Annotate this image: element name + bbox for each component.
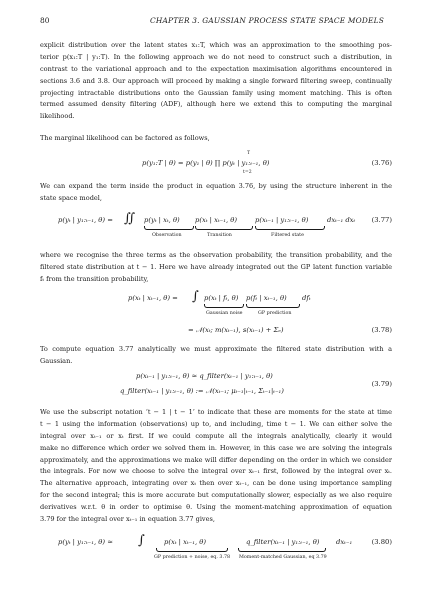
page-number: 80: [40, 16, 50, 25]
text-line: We use the subscript notation ‘t − 1 | t − 1’ to indicate that these are moments for the state at time: [40, 408, 392, 416]
eq-line-2: q_filter(xₜ₋₁ | y₁:ₜ₋₁, θ) := 𝒩(xₜ₋₁; μₜ₋₁|ₜ₋₁, Σₜ₋₁|ₜ₋₁): [120, 387, 284, 395]
underbrace: [156, 548, 228, 552]
text-line: filtered state distribution at t − 1. Here we have already integrated out the GP latent function variable: [40, 262, 392, 271]
text-line: The marginal likelihood can be factored as follows,: [40, 134, 210, 142]
eq-line-2: = 𝒩(xₜ; m(xₜ₋₁), s(xₜ₋₁) + Σₑ): [188, 326, 284, 334]
equation-number: (3.80): [371, 538, 392, 546]
underbrace: [204, 304, 244, 308]
text-line: fₜ from the transition probability,: [40, 274, 149, 283]
equation-number: (3.77): [371, 216, 392, 224]
eq-lhs: p(yₜ | y₁:ₜ₋₁, θ) =: [58, 216, 113, 224]
paragraph-expand-term: [40, 181, 392, 205]
text-line: the integrals. For now we choose to solve the integral over xₜ₋₁ first, followed by the integral over xₜ.: [40, 467, 392, 476]
underbrace: [195, 226, 253, 230]
eq-term-filtered: p(xₜ₋₁ | y₁:ₜ₋₁, θ): [255, 216, 309, 224]
text-line: To compute equation 3.77 analytically we must approximate the filtered state distribution with a: [40, 345, 392, 353]
text-line: termed assumed density filtering (ADF), although here we extend this to computing the marginal: [40, 100, 392, 109]
text-line: terior p(x₁:T | y₁:T). In the following approach we do not need to construct such a distribution, in: [40, 52, 392, 61]
equation-3-76: [40, 150, 392, 176]
text-line: state space model,: [40, 193, 102, 202]
product-upper-limit: T: [247, 151, 251, 156]
paragraph-compute-analytically: [40, 344, 392, 368]
label-transition: Transition: [207, 233, 232, 238]
text-line: We can expand the term inside the product in equation 3.76, by using the structure inherent in the: [40, 182, 392, 190]
text-line: derivatives w.r.t. θ in order to optimise θ. Using the moment-matching approximation of equation: [40, 503, 392, 512]
paragraph-subscript-notation: [40, 407, 392, 526]
eq-line-1: p(xₜ₋₁ | y₁:ₜ₋₁, θ) ≈ q_filter(xₜ₋₁ | y₁:ₜ₋₁, θ): [136, 372, 273, 380]
eq-differentials: dxₜ₋₁ dxₜ: [327, 216, 356, 224]
label-gp-prediction-noise: GP prediction + noise, eq. 3.78: [154, 555, 231, 560]
equation-number: (3.76): [371, 159, 392, 167]
eq-term-transition: p(xₜ | xₜ₋₁, θ): [164, 538, 207, 546]
chapter-title: CHAPTER 3. GAUSSIAN PROCESS STATE SPACE MODELS: [150, 16, 384, 25]
text-line: where we recognise the three terms as the observation probability, the transition probability, and the: [40, 251, 392, 259]
text-line: The alternative approach, integrating over xₜ then over xₜ₋₁, can be done using importance sampling: [40, 479, 392, 488]
integral-symbol: ∫: [138, 533, 145, 548]
text-line: 3.79 for the integral over xₜ₋₁ in equation 3.77 gives,: [40, 515, 215, 524]
double-integral-symbol: ∬: [124, 211, 136, 226]
text-line: make no difference which order we solved them in. However, in this case we are solving the integrals: [40, 443, 392, 452]
label-filtered-state: Filtered state: [271, 233, 304, 238]
eq-term-transition: p(xₜ | xₜ₋₁, θ): [195, 216, 238, 224]
text-line: contrast to the variational approach and to the expectation maximisation algorithms encountered in: [40, 64, 392, 73]
eq-differential: dxₜ₋₁: [336, 538, 353, 546]
underbrace: [246, 304, 300, 308]
eq-term-filter: q_filter(xₜ₋₁ | y₁:ₜ₋₁, θ): [246, 538, 320, 546]
text-line: approximately, and the approximations we make will differ depending on the order in which we consider: [40, 455, 392, 464]
paragraph-recognise-terms: [40, 250, 392, 286]
label-gaussian-noise: Gaussian noise: [206, 311, 243, 316]
running-header: [40, 16, 384, 28]
equation-number: (3.79): [371, 380, 392, 388]
eq-text: p(y₁:T | θ) = p(y₁ | θ) ∏ p(yₜ | y₁:ₜ₋₁, θ): [142, 159, 270, 167]
eq-term-observation: p(yₜ | xₜ, θ): [144, 216, 180, 224]
label-gp-prediction: GP prediction: [258, 311, 292, 316]
text-line: projecting intractable distributions onto the Gaussian family using moment matching. This is often: [40, 88, 392, 97]
equation-number: (3.78): [371, 326, 392, 334]
eq-term-noise: p(xₜ | fₜ, θ): [204, 294, 239, 302]
equation-3-79: [40, 372, 392, 402]
eq-differential: dfₜ: [302, 294, 311, 302]
text-line: integral over xₜ₋₁ or xₜ first. If we could compute all the integrals analytically, clearly it would: [40, 431, 392, 440]
eq-term-gp: p(fₜ | xₜ₋₁, θ): [246, 294, 287, 302]
text-line: t − 1 using the information (observations) up to, and including, time t − 1. We can either solve the: [40, 419, 392, 428]
product-lower-limit: t=2: [243, 170, 252, 175]
equation-body: [142, 159, 269, 167]
text-line: likelihood.: [40, 112, 75, 121]
paragraph-marginal-likelihood: [40, 133, 392, 145]
text-line: for the second integral; this is more accurate but computationally slower, especially as we also require: [40, 491, 392, 500]
text-line: sections 3.6 and 3.8. Our approach will proceed by making a single forward filtering sweep, continually: [40, 76, 392, 85]
equation-3-80: [40, 534, 392, 568]
paragraph-adf-intro: [40, 40, 392, 123]
eq-lhs: p(xₜ | xₜ₋₁, θ) =: [128, 294, 178, 302]
eq-lhs: p(yₜ | y₁:ₜ₋₁, θ) ≈: [58, 538, 113, 546]
integral-symbol: ∫: [192, 289, 199, 304]
underbrace: [238, 548, 326, 552]
underbrace: [144, 226, 194, 230]
equation-3-77: [40, 212, 392, 246]
equation-3-78: [40, 290, 392, 340]
text-line: explicit distribution over the latent states x₁:T, which was an approximation to the smoothing pos-: [40, 41, 392, 49]
underbrace: [255, 226, 325, 230]
text-line: Gaussian.: [40, 356, 73, 365]
label-observation: Observation: [152, 233, 182, 238]
label-moment-matched: Moment-matched Gaussian, eq 3.79: [239, 555, 327, 560]
